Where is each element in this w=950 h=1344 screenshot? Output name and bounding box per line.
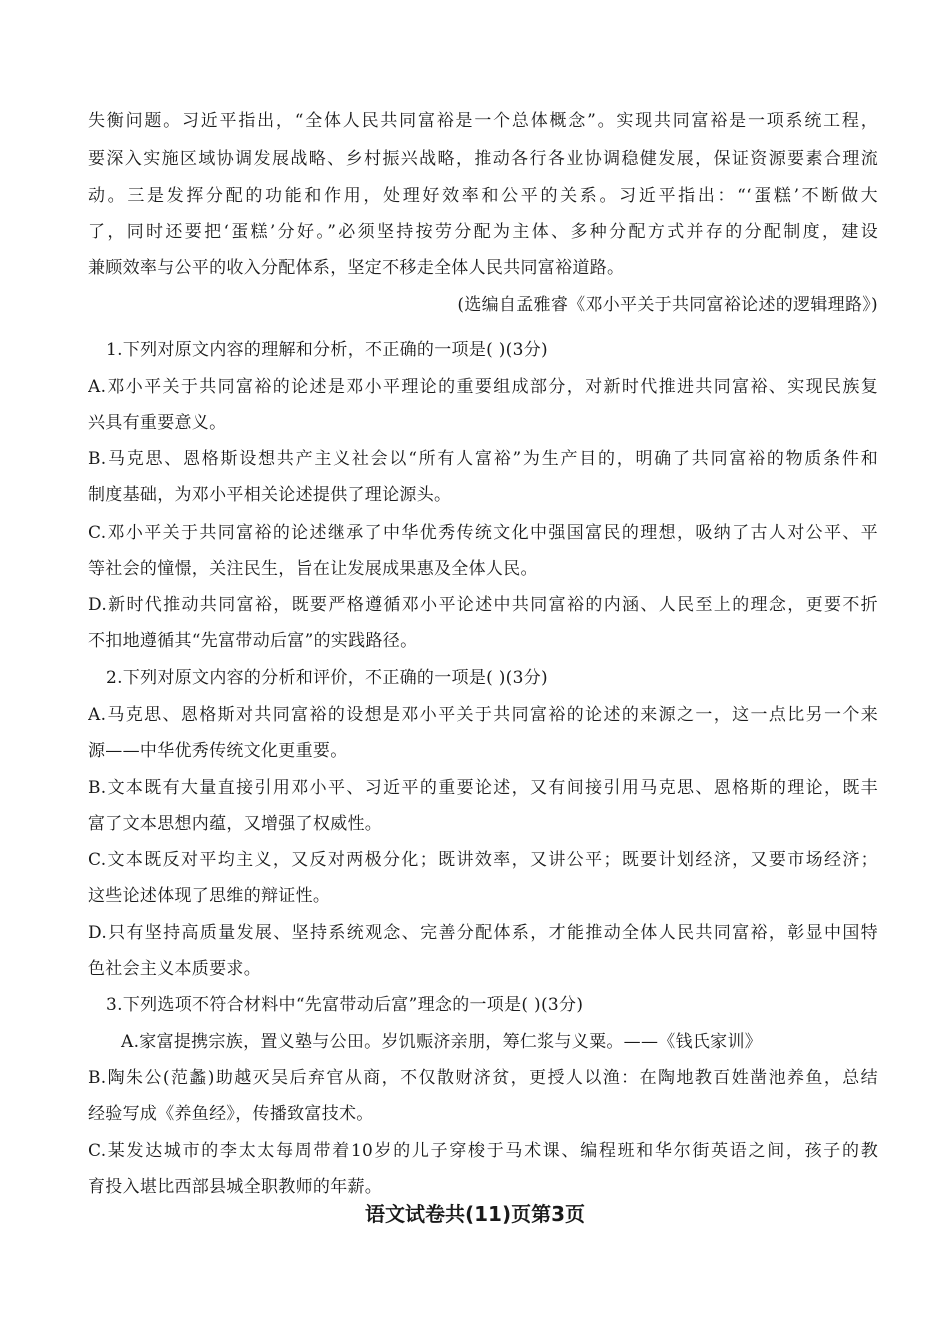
q2-option-d: D.只有坚持高质量发展、坚持系统观念、完善分配体系，才能推动全体人民共同富裕，彰显中国特 [88, 923, 878, 943]
q3-option-b: B.陶朱公(范蠡)助越灭吴后弃官从商，不仅散财济贫，更授人以渔：在陶地教百姓凿池养鱼，总结 [88, 1068, 878, 1088]
passage-line: 兼顾效率与公平的收入分配体系，坚定不移走全体人民共同富裕道路。 [88, 258, 625, 278]
q2-option-d-cont: 色社会主义本质要求。 [88, 959, 261, 979]
q1-option-d: D.新时代推动共同富裕，既要严格遵循邓小平论述中共同富裕的内涵、人民至上的理念，更要不折 [88, 595, 878, 615]
page-footer: 语文试卷共(11)页第3页 [364, 1202, 586, 1226]
q3-option-a: A.家富提携宗族，置义塾与公田。岁饥赈济亲朋，筹仁浆与义粟。——《钱氏家训》 [121, 1032, 763, 1052]
question-1-stem: 1.下列对原文内容的理解和分析，不正确的一项是( )(3分) [106, 340, 548, 360]
q2-option-b: B.文本既有大量直接引用邓小平、习近平的重要论述，又有间接引用马克思、恩格斯的理论，既丰 [88, 778, 878, 798]
q3-option-c: C.某发达城市的李太太每周带着10岁的儿子穿梭于马术课、编程班和华尔街英语之间，孩子的教 [88, 1141, 878, 1161]
q2-option-c-cont: 这些论述体现了思维的辩证性。 [88, 886, 331, 906]
passage-line: 了，同时还要把‘蛋糕’分好。”必须坚持按劳分配为主体、多种分配方式并存的分配制度，建设 [88, 222, 878, 242]
source-citation: (选编自孟雅睿《邓小平关于共同富裕论述的逻辑理路》) [457, 295, 878, 315]
q1-option-b-cont: 制度基础，为邓小平相关论述提供了理论源头。 [88, 485, 452, 505]
q1-option-d-cont: 不扣地遵循其“先富带动后富”的实践路径。 [88, 631, 418, 651]
q1-option-c: C.邓小平关于共同富裕的论述继承了中华优秀传统文化中强国富民的理想，吸纳了古人对公平、平 [88, 523, 878, 543]
passage-line: 动。三是发挥分配的功能和作用，处理好效率和公平的关系。习近平指出：“‘蛋糕’不断做大 [88, 186, 878, 206]
question-3-stem: 3.下列选项不符合材料中“先富带动后富”理念的一项是( )(3分) [106, 995, 584, 1015]
q1-option-a: A.邓小平关于共同富裕的论述是邓小平理论的重要组成部分，对新时代推进共同富裕、实现民族复 [88, 377, 878, 397]
q2-option-b-cont: 富了文本思想内蕴，又增强了权威性。 [88, 814, 383, 834]
question-2-stem: 2.下列对原文内容的分析和评价，不正确的一项是( )(3分) [106, 668, 548, 688]
q1-option-a-cont: 兴具有重要意义。 [88, 413, 227, 433]
q3-option-b-cont: 经验写成《养鱼经》，传播致富技术。 [88, 1104, 374, 1124]
q3-option-c-cont: 育投入堪比西部县城全职教师的年薪。 [88, 1177, 383, 1197]
q1-option-b: B.马克思、恩格斯设想共产主义社会以“所有人富裕”为生产目的，明确了共同富裕的物质条件和 [88, 449, 878, 469]
passage-line: 要深入实施区域协调发展战略、乡村振兴战略，推动各行各业协调稳健发展，保证资源要素合理流 [88, 149, 878, 169]
q2-option-a-cont: 源——中华优秀传统文化更重要。 [88, 741, 348, 761]
q1-option-c-cont: 等社会的憧憬，关注民生，旨在让发展成果惠及全体人民。 [88, 559, 538, 579]
q2-option-c: C.文本既反对平均主义，又反对两极分化；既讲效率，又讲公平；既要计划经济，又要市场经济； [88, 850, 878, 870]
passage-line: 失衡问题。习近平指出，“全体人民共同富裕是一个总体概念”。实现共同富裕是一项系统工程， [88, 111, 878, 131]
q2-option-a: A.马克思、恩格斯对共同富裕的设想是邓小平关于共同富裕的论述的来源之一，这一点比另一个来 [88, 705, 878, 725]
